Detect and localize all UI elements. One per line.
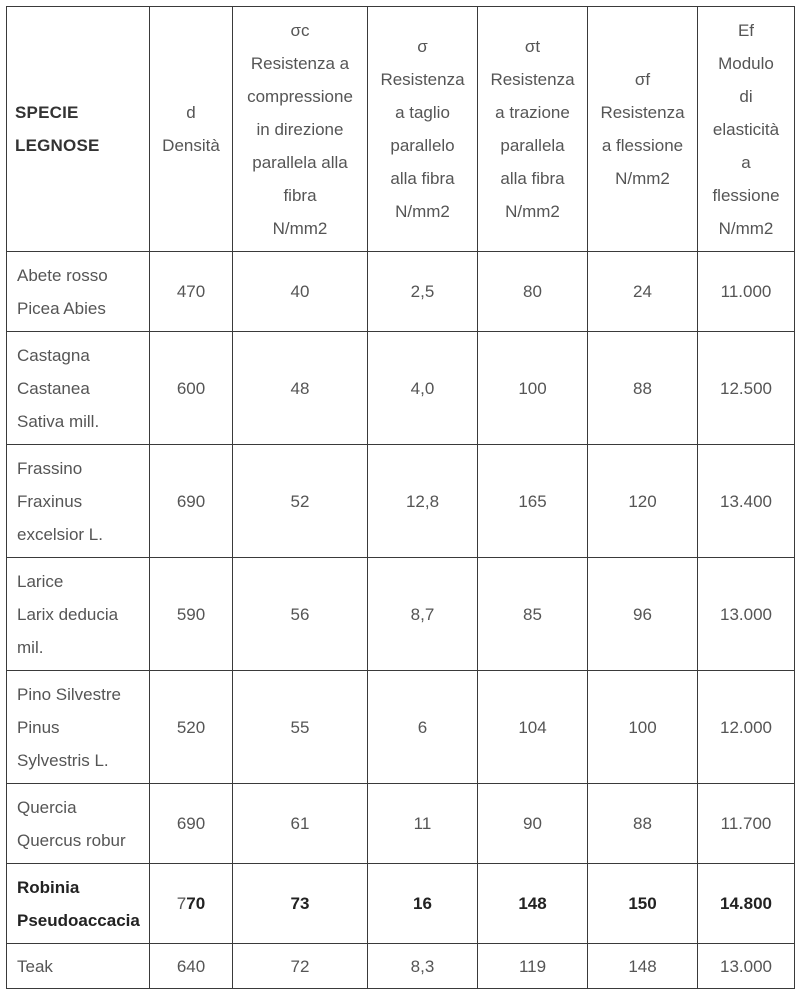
tension-cell: 80 <box>478 252 588 332</box>
table-row <box>7 252 795 332</box>
species-line: Frassino <box>17 458 83 478</box>
flexural-cell: 120 <box>588 445 698 558</box>
flexural-cell: 96 <box>588 558 698 671</box>
header-line: Modulo <box>718 53 774 73</box>
table-row <box>7 332 795 445</box>
flexural-cell: 88 <box>588 784 698 864</box>
modulus-cell: 11.700 <box>698 784 795 864</box>
header-line: flessione <box>712 185 780 205</box>
header-line: parallelo <box>390 136 455 155</box>
tension-cell: 85 <box>478 558 588 671</box>
header-line: N/mm2 <box>718 218 774 238</box>
species-line: Castagna <box>17 345 90 365</box>
tension-cell: 119 <box>478 944 588 989</box>
species-cell <box>7 558 150 671</box>
shear-cell: 11 <box>368 784 478 864</box>
species-cell <box>7 784 150 864</box>
tension-cell: 100 <box>478 332 588 445</box>
compression-cell: 61 <box>233 784 368 864</box>
density-cell: 520 <box>150 671 233 784</box>
density-cell: 600 <box>150 332 233 445</box>
header-tension <box>478 7 588 252</box>
shear-cell: 8,3 <box>368 944 478 989</box>
density-cell: 590 <box>150 558 233 671</box>
modulus-cell: 12.000 <box>698 671 795 784</box>
header-flexural <box>588 7 698 252</box>
header-line: Ef <box>737 20 755 40</box>
header-line: N/mm2 <box>615 169 670 188</box>
density-cell: 690 <box>150 445 233 558</box>
species-line: Quercia <box>17 797 77 817</box>
species-line: Abete rosso <box>17 265 108 285</box>
modulus-cell: 11.000 <box>698 252 795 332</box>
compression-cell: 73 <box>233 864 368 944</box>
modulus-cell: 14.800 <box>698 864 795 944</box>
species-cell <box>7 445 150 558</box>
tension-cell: 148 <box>478 864 588 944</box>
header-line: σt <box>524 37 541 56</box>
flexural-cell: 100 <box>588 671 698 784</box>
header-shear <box>368 7 478 252</box>
header-line: a taglio <box>395 103 450 122</box>
shear-cell: 16 <box>368 864 478 944</box>
table-header-row <box>7 7 795 252</box>
density-cell: 470 <box>150 252 233 332</box>
header-line: a trazione <box>495 103 570 122</box>
header-line: σf <box>634 70 651 89</box>
header-line: fibra <box>283 185 317 205</box>
wood-species-table <box>6 6 795 989</box>
tension-cell: 165 <box>478 445 588 558</box>
header-line: parallela <box>500 136 565 155</box>
header-line: parallela alla <box>252 152 348 172</box>
flexural-cell: 24 <box>588 252 698 332</box>
header-line: Resistenza <box>380 70 465 89</box>
modulus-cell: 13.400 <box>698 445 795 558</box>
header-line: σ <box>417 37 428 56</box>
species-line: Picea Abies <box>17 298 106 318</box>
table-row <box>7 944 795 989</box>
species-line: Fraxinus <box>17 491 83 511</box>
density-cell: 690 <box>150 784 233 864</box>
species-line: Pseudoaccacia <box>17 910 140 930</box>
compression-cell: 55 <box>233 671 368 784</box>
header-line: in direzione <box>256 119 344 139</box>
compression-cell: 56 <box>233 558 368 671</box>
header-line: di <box>739 86 753 106</box>
header-line: alla fibra <box>390 169 455 188</box>
density-cell: 640 <box>150 944 233 989</box>
tension-cell: 90 <box>478 784 588 864</box>
header-density <box>150 7 233 252</box>
species-cell <box>7 864 150 944</box>
header-line: LEGNOSE <box>15 136 100 155</box>
header-line: N/mm2 <box>272 218 328 238</box>
species-line: excelsior L. <box>17 524 103 544</box>
species-line: Larix deducia <box>17 604 119 624</box>
density-cell <box>150 864 233 944</box>
compression-cell: 72 <box>233 944 368 989</box>
header-line: a <box>741 152 751 172</box>
modulus-cell: 13.000 <box>698 558 795 671</box>
species-cell <box>7 332 150 445</box>
species-line: Sylvestris L. <box>17 750 109 770</box>
flexural-cell: 88 <box>588 332 698 445</box>
density-bold: 70 <box>186 894 206 913</box>
density-prefix: 7 <box>176 894 187 913</box>
header-compression <box>233 7 368 252</box>
shear-cell: 2,5 <box>368 252 478 332</box>
compression-cell: 40 <box>233 252 368 332</box>
species-cell <box>7 671 150 784</box>
header-modulus <box>698 7 795 252</box>
shear-cell: 6 <box>368 671 478 784</box>
header-line: elasticità <box>712 119 780 139</box>
species-line: Quercus robur <box>17 830 126 850</box>
flexural-cell: 150 <box>588 864 698 944</box>
species-line: mil. <box>17 637 44 657</box>
species-line: Robinia <box>17 877 80 897</box>
header-line: Densità <box>162 136 220 155</box>
tension-cell: 104 <box>478 671 588 784</box>
table-row <box>7 558 795 671</box>
header-line: a flessione <box>601 136 684 155</box>
shear-cell: 12,8 <box>368 445 478 558</box>
modulus-cell: 12.500 <box>698 332 795 445</box>
table-row <box>7 671 795 784</box>
header-line: compressione <box>247 86 353 106</box>
header-line: d <box>186 103 196 122</box>
header-line: N/mm2 <box>395 202 450 221</box>
species-line: Pino Silvestre <box>17 684 121 704</box>
table-row <box>7 445 795 558</box>
modulus-cell: 13.000 <box>698 944 795 989</box>
header-line: Resistenza <box>490 70 575 89</box>
compression-cell: 48 <box>233 332 368 445</box>
species-line: Teak <box>17 956 53 976</box>
species-line: Castanea <box>17 378 90 398</box>
header-line: Resistenza a <box>250 53 350 73</box>
header-line: alla fibra <box>500 169 565 188</box>
species-cell <box>7 252 150 332</box>
flexural-cell: 148 <box>588 944 698 989</box>
species-line: Sativa mill. <box>17 411 100 431</box>
header-line: SPECIE <box>15 103 79 122</box>
table-row-highlighted <box>7 864 795 944</box>
header-species <box>7 7 150 252</box>
species-line: Larice <box>17 571 64 591</box>
header-line: σc <box>290 20 310 40</box>
shear-cell: 8,7 <box>368 558 478 671</box>
header-line: Resistenza <box>600 103 685 122</box>
species-line: Pinus <box>17 717 60 737</box>
header-line: N/mm2 <box>505 202 560 221</box>
shear-cell: 4,0 <box>368 332 478 445</box>
table-row <box>7 784 795 864</box>
species-cell <box>7 944 150 989</box>
compression-cell: 52 <box>233 445 368 558</box>
